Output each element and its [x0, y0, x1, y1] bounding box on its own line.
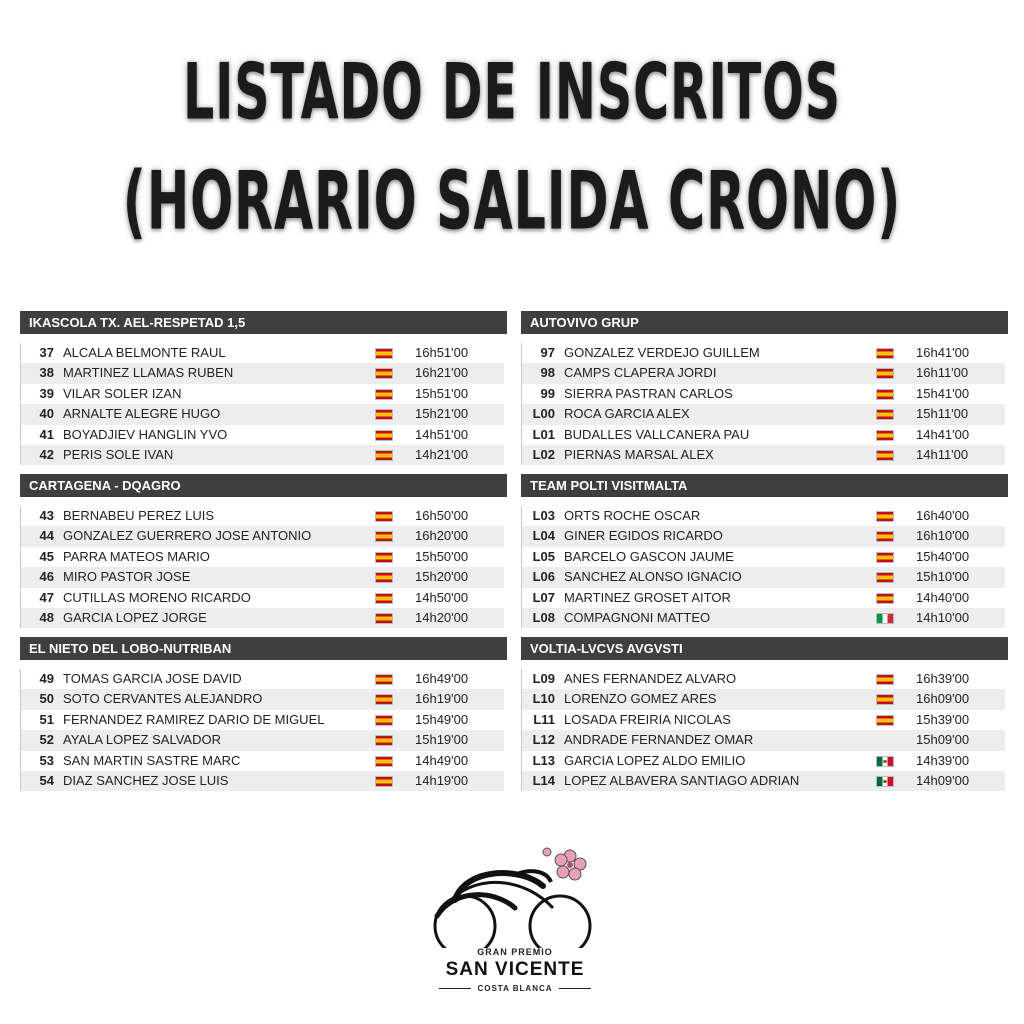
- rider-number: L08: [532, 609, 555, 625]
- flag-es-icon: [375, 511, 393, 522]
- rider-name: ANDRADE FERNANDEZ OMAR: [564, 732, 754, 748]
- logo-line1: GRAN PREMIO: [477, 947, 553, 957]
- start-time: 14h41'00: [916, 426, 970, 442]
- start-time: 15h40'00: [916, 548, 970, 564]
- flag-es-icon: [876, 531, 894, 542]
- rider-name: GONZALEZ VERDEJO GUILLEM: [564, 345, 760, 360]
- start-time: 14h09'00: [916, 772, 970, 788]
- team-block: [521, 311, 1005, 474]
- rider-list: [521, 506, 1005, 628]
- rider-row: [21, 730, 504, 750]
- rider-name: ANES FERNANDEZ ALVARO: [564, 671, 737, 686]
- rider-name: GARCIA LOPEZ JORGE: [63, 609, 207, 625]
- rider-name: MIRO PASTOR JOSE: [63, 569, 191, 585]
- rider-row: [522, 710, 1005, 730]
- flag-es-icon: [876, 450, 894, 461]
- rider-number: 54: [39, 772, 54, 788]
- flag-es-icon: [375, 715, 393, 726]
- rider-row: [21, 363, 504, 383]
- rider-number: 42: [39, 446, 54, 462]
- race-logo: [425, 838, 605, 998]
- flag-es-icon: [375, 613, 393, 624]
- rider-row: [522, 404, 1005, 424]
- rider-row: [21, 425, 504, 445]
- start-time: 14h10'00: [916, 609, 970, 625]
- rider-name: ORTS ROCHE OSCAR: [564, 508, 701, 523]
- start-time: 15h21'00: [415, 406, 469, 422]
- start-time: 14h21'00: [415, 446, 469, 462]
- left-column: [20, 311, 504, 800]
- rider-name: LOPEZ ALBAVERA SANTIAGO ADRIAN: [564, 772, 800, 788]
- rider-row: [522, 425, 1005, 445]
- rider-name: FERNANDEZ RAMIREZ DARIO DE MIGUEL: [63, 711, 325, 727]
- rider-number: 38: [39, 365, 54, 381]
- start-time: 15h09'00: [916, 732, 970, 748]
- rider-row: [522, 730, 1005, 750]
- rider-row: [522, 771, 1005, 791]
- start-time: 16h10'00: [916, 528, 970, 544]
- flag-es-icon: [876, 348, 894, 359]
- rider-number: 45: [39, 548, 54, 564]
- rider-number: L05: [532, 548, 555, 564]
- rider-row: [21, 445, 504, 465]
- rider-name: VILAR SOLER IZAN: [63, 385, 182, 401]
- team-name: EL NIETO DEL LOBO-NUTRIBAN: [20, 637, 507, 660]
- rider-number: 39: [39, 385, 54, 401]
- flag-es-icon: [375, 348, 393, 359]
- team-name: AUTOVIVO GRUP: [521, 311, 1008, 334]
- flag-it-icon: [876, 613, 894, 624]
- team-block: [521, 474, 1005, 637]
- rider-number: L13: [532, 752, 555, 768]
- start-time: 15h10'00: [916, 569, 970, 585]
- rider-row: [522, 363, 1005, 383]
- rider-name: SAN MARTIN SASTRE MARC: [63, 752, 241, 768]
- rider-number: L00: [532, 406, 555, 422]
- rider-row: [522, 506, 1005, 526]
- rider-number: 48: [39, 609, 54, 625]
- rider-name: SANCHEZ ALONSO IGNACIO: [564, 569, 742, 585]
- rider-row: [21, 567, 504, 587]
- rider-name: PARRA MATEOS MARIO: [63, 548, 210, 564]
- rider-row: [21, 608, 504, 628]
- flag-es-icon: [876, 511, 894, 522]
- flag-es-icon: [375, 694, 393, 705]
- rider-row: [21, 384, 504, 404]
- rider-number: 44: [39, 528, 54, 544]
- rider-name: SIERRA PASTRAN CARLOS: [564, 385, 733, 401]
- flag-es-icon: [375, 389, 393, 400]
- rider-name: COMPAGNONI MATTEO: [564, 609, 711, 625]
- rider-name: BUDALLES VALLCANERA PAU: [564, 426, 750, 442]
- rider-row: [522, 445, 1005, 465]
- rider-name: GONZALEZ GUERRERO JOSE ANTONIO: [63, 528, 312, 544]
- start-time: 14h51'00: [415, 426, 469, 442]
- flag-es-icon: [876, 368, 894, 379]
- start-time: 16h40'00: [916, 508, 970, 523]
- flag-es-icon: [876, 674, 894, 685]
- rider-name: LOSADA FREIRIA NICOLAS: [564, 711, 731, 727]
- rider-name: BARCELO GASCON JAUME: [564, 548, 734, 564]
- right-column: [521, 311, 1005, 800]
- rider-name: ROCA GARCIA ALEX: [564, 406, 690, 422]
- start-time: 15h39'00: [916, 711, 970, 727]
- start-time: 16h49'00: [415, 671, 469, 686]
- rider-row: [522, 669, 1005, 689]
- rider-number: L04: [532, 528, 555, 544]
- flag-es-icon: [375, 450, 393, 461]
- flag-es-icon: [876, 389, 894, 400]
- team-name: IKASCOLA TX. AEL-RESPETAD 1,5: [20, 311, 507, 334]
- start-time: 16h39'00: [916, 671, 970, 686]
- start-time: 14h19'00: [415, 772, 469, 788]
- rider-list: [20, 506, 504, 628]
- rider-row: [522, 751, 1005, 771]
- flag-es-icon: [375, 735, 393, 746]
- start-time: 16h51'00: [415, 345, 469, 360]
- rider-name: LORENZO GOMEZ ARES: [564, 691, 717, 707]
- rider-list: [20, 343, 504, 465]
- start-time: 16h50'00: [415, 508, 469, 523]
- rider-row: [21, 751, 504, 771]
- rider-row: [21, 689, 504, 709]
- rider-name: GARCIA LOPEZ ALDO EMILIO: [564, 752, 746, 768]
- flag-es-icon: [876, 552, 894, 563]
- rider-number: L03: [532, 508, 555, 523]
- start-time: 15h41'00: [916, 385, 970, 401]
- rider-name: MARTINEZ GROSET AITOR: [564, 589, 731, 605]
- flag-es-icon: [876, 430, 894, 441]
- flag-mx-icon: [876, 776, 894, 787]
- rider-number: 37: [39, 345, 54, 360]
- rider-number: L10: [532, 691, 555, 707]
- rider-number: 43: [39, 508, 54, 523]
- flag-es-icon: [375, 531, 393, 542]
- rider-number: L02: [532, 446, 555, 462]
- rider-number: L09: [532, 671, 555, 686]
- rider-row: [522, 689, 1005, 709]
- team-block: [20, 474, 504, 637]
- rider-row: [21, 547, 504, 567]
- blossom-icon: [543, 848, 586, 880]
- flag-es-icon: [375, 368, 393, 379]
- rider-row: [21, 710, 504, 730]
- start-time: 16h09'00: [916, 691, 970, 707]
- start-time: 14h39'00: [916, 752, 970, 768]
- start-time: 16h21'00: [415, 365, 469, 381]
- rider-name: ALCALA BELMONTE RAUL: [63, 345, 226, 360]
- rider-name: GINER EGIDOS RICARDO: [564, 528, 723, 544]
- rider-number: 51: [39, 711, 54, 727]
- rider-name: MARTINEZ LLAMAS RUBEN: [63, 365, 234, 381]
- start-time: 16h11'00: [916, 365, 969, 381]
- start-time: 14h49'00: [415, 752, 469, 768]
- rider-name: ARNALTE ALEGRE HUGO: [63, 406, 221, 422]
- rider-name: PERIS SOLE IVAN: [63, 446, 174, 462]
- rider-row: [21, 669, 504, 689]
- flag-es-icon: [375, 776, 393, 787]
- rider-number: L06: [532, 569, 555, 585]
- rider-number: L14: [532, 772, 555, 788]
- rider-number: 98: [540, 365, 555, 381]
- rider-number: 52: [39, 732, 54, 748]
- flag-es-icon: [375, 674, 393, 685]
- rider-number: 97: [540, 345, 555, 360]
- rider-row: [21, 404, 504, 424]
- start-time: 15h19'00: [415, 732, 469, 748]
- flag-es-icon: [375, 572, 393, 583]
- rider-number: 53: [39, 752, 54, 768]
- rider-number: 50: [39, 691, 54, 707]
- start-time: 15h51'00: [415, 385, 469, 401]
- rider-row: [21, 343, 504, 363]
- team-name: VOLTIA-LVCVS AVGVSTI: [521, 637, 1008, 660]
- rider-number: 41: [39, 426, 54, 442]
- rider-number: 49: [39, 671, 54, 686]
- rider-number: L01: [532, 426, 555, 442]
- rider-name: CUTILLAS MORENO RICARDO: [63, 589, 251, 605]
- flag-es-icon: [375, 409, 393, 420]
- rider-number: L07: [532, 589, 555, 605]
- rider-number: 99: [540, 385, 555, 401]
- start-time: 15h11'00: [916, 406, 969, 422]
- rider-row: [522, 588, 1005, 608]
- rider-name: PIERNAS MARSAL ALEX: [564, 446, 714, 462]
- start-time: 15h50'00: [415, 548, 469, 564]
- start-time: 15h20'00: [415, 569, 469, 585]
- rider-name: BERNABEU PEREZ LUIS: [63, 508, 214, 523]
- start-time: 14h11'00: [916, 446, 969, 462]
- rider-list: [521, 669, 1005, 791]
- rider-number: L11: [533, 711, 555, 727]
- flag-es-icon: [375, 756, 393, 767]
- flag-es-icon: [876, 715, 894, 726]
- start-time: 14h20'00: [415, 609, 469, 625]
- logo-line3: COSTA BLANCA: [425, 984, 605, 993]
- team-name: TEAM POLTI VISITMALTA: [521, 474, 1008, 497]
- team-name: CARTAGENA - DQAGRO: [20, 474, 507, 497]
- page-title: LISTADO DE INSCRITOS: [183, 45, 841, 138]
- start-time: 16h20'00: [415, 528, 469, 544]
- rider-number: 47: [39, 589, 54, 605]
- page-subtitle: (HORARIO SALIDA CRONO): [122, 155, 902, 249]
- flag-es-icon: [375, 430, 393, 441]
- rider-row: [21, 588, 504, 608]
- cyclist-logo-icon: [425, 838, 605, 948]
- rider-row: [522, 608, 1005, 628]
- rider-name: SOTO CERVANTES ALEJANDRO: [63, 691, 263, 707]
- rider-name: CAMPS CLAPERA JORDI: [564, 365, 717, 381]
- rider-number: 40: [39, 406, 54, 422]
- flag-es-icon: [876, 593, 894, 604]
- start-time: 15h49'00: [415, 711, 469, 727]
- rider-row: [522, 547, 1005, 567]
- rider-row: [522, 343, 1005, 363]
- rider-row: [522, 384, 1005, 404]
- rider-number: L12: [532, 732, 555, 748]
- rider-row: [522, 567, 1005, 587]
- team-block: [20, 311, 504, 474]
- rider-name: TOMAS GARCIA JOSE DAVID: [63, 671, 242, 686]
- rider-name: BOYADJIEV HANGLIN YVO: [63, 426, 228, 442]
- start-time: 16h19'00: [415, 691, 469, 707]
- rider-row: [21, 506, 504, 526]
- rider-name: DIAZ SANCHEZ JOSE LUIS: [63, 772, 229, 788]
- flag-mx-icon: [876, 756, 894, 767]
- start-time: 14h40'00: [916, 589, 970, 605]
- start-time: 14h50'00: [415, 589, 469, 605]
- rider-row: [522, 526, 1005, 546]
- rider-list: [20, 669, 504, 791]
- team-block: [20, 637, 504, 800]
- flag-es-icon: [876, 409, 894, 420]
- flag-es-icon: [876, 572, 894, 583]
- flag-es-icon: [375, 552, 393, 563]
- flag-es-icon: [876, 694, 894, 705]
- rider-row: [21, 526, 504, 546]
- rider-number: 46: [39, 569, 54, 585]
- flag-es-icon: [375, 593, 393, 604]
- logo-line2: SAN VICENTE: [445, 959, 585, 980]
- start-time: 16h41'00: [916, 345, 970, 360]
- rider-name: AYALA LOPEZ SALVADOR: [63, 732, 221, 748]
- rider-list: [521, 343, 1005, 465]
- team-block: [521, 637, 1005, 800]
- rider-row: [21, 771, 504, 791]
